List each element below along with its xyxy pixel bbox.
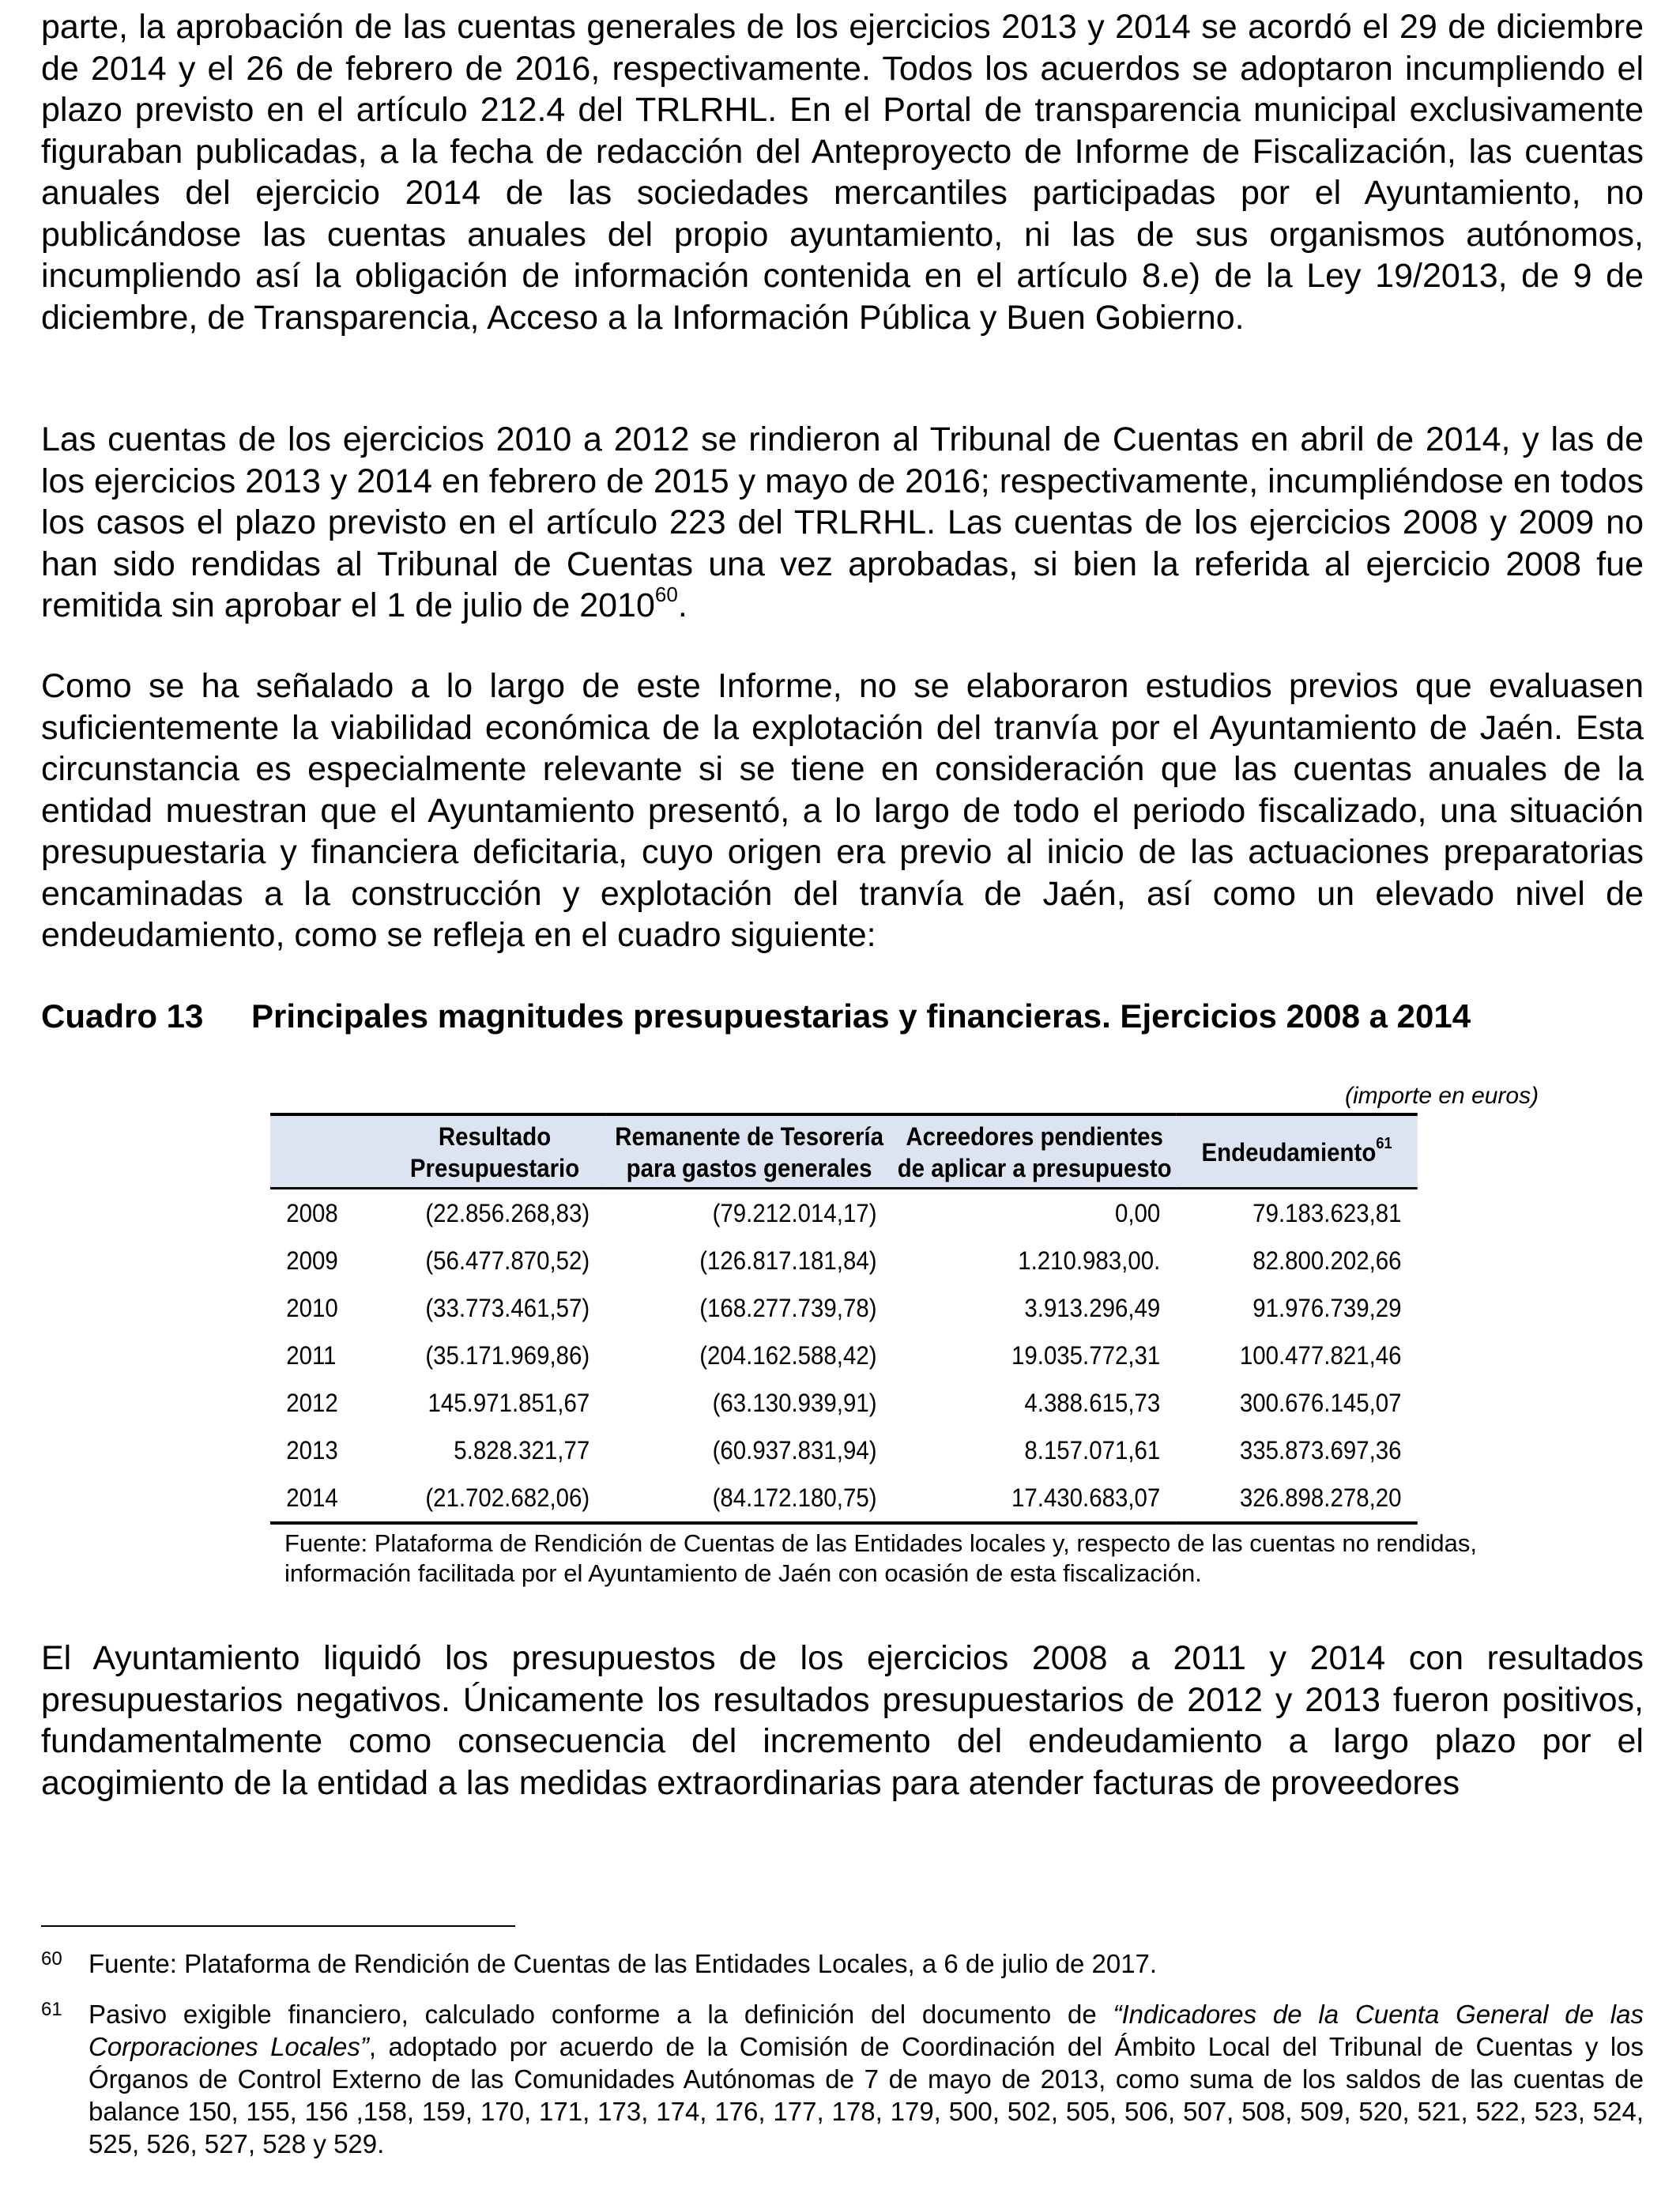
cell-endeudamiento: 82.800.202,66 bbox=[1252, 1246, 1402, 1275]
source-line2: información facilitada por el Ayuntamiento de Jaén con ocasión de esta fiscalización. bbox=[284, 1559, 1202, 1587]
header-remanente-line2: para gastos generales bbox=[626, 1154, 872, 1182]
cell-remanente: (204.162.588,42) bbox=[699, 1340, 877, 1370]
table-source-note bbox=[284, 1529, 1628, 1589]
table-caption-title: Principales magnitudes presupuestarias y financieras. Ejercicios 2008 a 2014 bbox=[251, 997, 1471, 1035]
cell-year: 2012 bbox=[286, 1388, 338, 1417]
header-acreedores bbox=[893, 1114, 1177, 1189]
cell-year: 2008 bbox=[286, 1198, 338, 1227]
cell-acreedores: 3.913.296,49 bbox=[1024, 1293, 1161, 1322]
cell-acreedores: 8.157.071,61 bbox=[1024, 1435, 1161, 1465]
table-row bbox=[270, 1474, 1418, 1523]
cell-remanente: (168.277.739,78) bbox=[699, 1293, 877, 1322]
table-row bbox=[270, 1427, 1418, 1474]
cell-year: 2009 bbox=[286, 1246, 338, 1275]
footnote-text-start: Pasivo exigible financiero, calculado conforme a la definición del documento de bbox=[89, 2000, 1113, 2029]
footnote-mark: 60 bbox=[41, 1948, 62, 1970]
table-units-note: (importe en euros) bbox=[1345, 1083, 1539, 1109]
header-remanente-line1: Remanente de Tesorería bbox=[615, 1122, 883, 1151]
cell-endeudamiento: 79.183.623,81 bbox=[1252, 1198, 1402, 1227]
paragraph-transparency: parte, la aprobación de las cuentas generales de los ejercicios 2013 y 2014 se acordó el 29 de diciembre de 2014 y el 26 de febrero de 2016, respectivamente. Todos los acuerdos se adoptaron incumpliendo el plazo previsto en el artículo 212.4 del TRLRHL. En el Portal de transparencia municipal exclusivamente figuraban publicadas, a la fecha de redacción del Anteproyecto de Informe de Fiscalización, las cuentas anuales del ejercicio 2014 de las sociedades mercantiles participadas por el Ayuntamiento, no publicándose las cuentas anuales del propio ayuntamiento, ni las de sus organismos autónomos, incumpliendo así la obligación de información contenida en el artículo 8.e) de la Ley 19/2013, de 9 de diciembre, de Transparencia, Acceso a la Información Pública y Buen Gobierno. bbox=[41, 8, 1644, 337]
cell-remanente: (63.130.939,91) bbox=[712, 1388, 877, 1417]
cell-resultado: 5.828.321,77 bbox=[454, 1435, 590, 1465]
cell-endeudamiento: 100.477.821,46 bbox=[1239, 1340, 1402, 1370]
footnote-ref-60[interactable]: 60 bbox=[654, 582, 678, 606]
cell-year: 2013 bbox=[286, 1435, 338, 1465]
footnote-text: Fuente: Plataforma de Rendición de Cuentas de las Entidades Locales, a 6 de julio de 2017. bbox=[89, 1949, 1158, 1978]
cell-year: 2010 bbox=[286, 1293, 338, 1322]
footnote-ref-61[interactable]: 61 bbox=[1376, 1135, 1392, 1153]
table-row bbox=[270, 1332, 1418, 1379]
header-acreedores-line1: Acreedores pendientes bbox=[906, 1122, 1163, 1151]
source-line1: Fuente: Plataforma de Rendición de Cuentas de las Entidades locales y, respecto de las cuentas no rendidas, bbox=[284, 1529, 1478, 1557]
cell-remanente: (84.172.180,75) bbox=[605, 1474, 892, 1523]
cell-endeudamiento: 91.976.739,29 bbox=[1252, 1293, 1402, 1322]
cell-endeudamiento: 335.873.697,36 bbox=[1239, 1435, 1402, 1465]
footnote-mark: 61 bbox=[41, 1999, 62, 2020]
footnote-separator bbox=[41, 1925, 515, 1927]
table-header-row bbox=[270, 1114, 1418, 1189]
table-row bbox=[270, 1189, 1418, 1238]
cell-resultado: (22.856.268,83) bbox=[425, 1198, 590, 1227]
header-resultado bbox=[384, 1114, 606, 1189]
cell-acreedores: 1.210.983,00. bbox=[1018, 1246, 1161, 1275]
cell-year: 2011 bbox=[286, 1340, 337, 1370]
cell-resultado: (21.702.682,06) bbox=[384, 1474, 606, 1523]
table-body bbox=[270, 1189, 1418, 1524]
header-year bbox=[270, 1114, 384, 1189]
table-row bbox=[270, 1237, 1418, 1284]
footnote-61 bbox=[41, 1998, 1644, 2160]
cell-remanente: (79.212.014,17) bbox=[712, 1198, 877, 1227]
table-row bbox=[270, 1284, 1418, 1332]
header-resultado-line2: Presupuestario bbox=[409, 1154, 580, 1182]
header-remanente bbox=[605, 1114, 892, 1189]
paragraph-viability: Como se ha señalado a lo largo de este Informe, no se elaboraron estudios previos que evaluasen suficientemente la viabilidad económica de la explotación del tranvía por el Ayuntamiento de Jaén. Esta circunstancia es especialmente relevante si se tiene en consideración que las cuentas anuales de la entidad muestran que el Ayuntamiento presentó, a lo largo de todo el periodo fiscalizado, una situación presupuestaria y financiera deficitaria, cuyo origen era previo al inicio de las actuaciones preparatorias encaminadas a la construcción y explotación del tranvía de Jaén, así como un elevado nivel de endeudamiento, como se refleja en el cuadro siguiente: bbox=[41, 667, 1644, 954]
cell-acreedores: 19.035.772,31 bbox=[1011, 1340, 1161, 1370]
table-caption bbox=[41, 997, 1644, 1035]
financial-table bbox=[270, 1113, 1418, 1525]
cell-remanente: (60.937.831,94) bbox=[712, 1435, 877, 1465]
header-endeudamiento-label: Endeudamiento bbox=[1201, 1138, 1377, 1167]
header-endeudamiento bbox=[1177, 1114, 1418, 1189]
cell-resultado: (56.477.870,52) bbox=[425, 1246, 590, 1275]
financial-table-wrapper bbox=[270, 1113, 1517, 1525]
paragraph-end: . bbox=[677, 586, 687, 624]
paragraph-accounts-submission bbox=[41, 419, 1644, 627]
paragraph-text: Las cuentas de los ejercicios 2010 a 2012 se rindieron al Tribunal de Cuentas en abril de 2014, y las de los ejercicios 2013 y 2014 en febrero de 2015 y mayo de 2016; respectivamente, incumpliéndose en todos los casos el plazo previsto en el artículo 223 del TRLRHL. Las cuentas de los ejercicios 2008 y 2009 no han sido rendidas al Tribunal de Cuentas una vez aprobadas, si bien la referida al ejercicio 2008 fue remitida sin aprobar el 1 de julio de 2010 bbox=[41, 420, 1644, 624]
cell-resultado: (33.773.461,57) bbox=[425, 1293, 590, 1322]
footnote-text-end: , adoptado por acuerdo de la Comisión de Coordinación del Ámbito Local del Tribunal de Cuentas y los Órganos de Control Externo de las Comunidades Autónomas de 7 de mayo de 2013, como suma de los saldos de las cuentas de balance 150, 155, 156 ,158, 159, 170, 171, 173, 174, 176, 177, 178, 179, 500, 502, 505, 506, 507, 508, 509, 520, 521, 522, 523, 524, 525, 526, 527, 528 y 529. bbox=[89, 2032, 1644, 2158]
cell-endeudamiento: 326.898.278,20 bbox=[1177, 1474, 1418, 1523]
header-resultado-line1: Resultado bbox=[438, 1122, 552, 1151]
cell-acreedores: 17.430.683,07 bbox=[893, 1474, 1177, 1523]
cell-resultado: (35.171.969,86) bbox=[425, 1340, 590, 1370]
footnote-text bbox=[89, 1998, 1644, 2160]
cell-endeudamiento: 300.676.145,07 bbox=[1239, 1388, 1402, 1417]
cell-year: 2014 bbox=[270, 1474, 384, 1523]
table-row bbox=[270, 1379, 1418, 1427]
cell-acreedores: 4.388.615,73 bbox=[1024, 1388, 1161, 1417]
header-acreedores-line2: de aplicar a presupuesto bbox=[897, 1154, 1172, 1182]
cell-resultado: 145.971.851,67 bbox=[428, 1388, 590, 1417]
cell-remanente: (126.817.181,84) bbox=[699, 1246, 877, 1275]
paragraph-budget-results: El Ayuntamiento liquidó los presupuestos de los ejercicios 2008 a 2011 y 2014 con resultados presupuestarios negativos. Únicamente los resultados presupuestarios de 2012 y 2013 fueron positivos, fundamentalmente como consecuencia del incremento del endeudamiento a largo plazo por el acogimiento de la entidad a las medidas extraordinarias para atender facturas de proveedores bbox=[41, 1639, 1644, 1802]
cell-acreedores: 0,00 bbox=[1114, 1198, 1161, 1227]
footnote-60 bbox=[41, 1947, 1644, 1980]
table-caption-number: Cuadro 13 bbox=[41, 997, 204, 1035]
footnote-document-title: “Indicadores de la Cuenta General de las Corporaciones Locales” bbox=[89, 2000, 1644, 2061]
